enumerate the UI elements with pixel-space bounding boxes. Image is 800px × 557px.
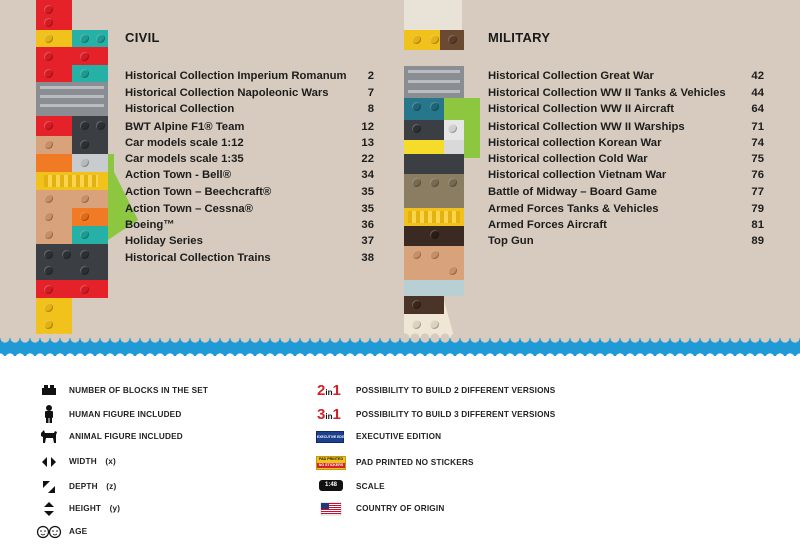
toc-title: Armed Forces Tanks & Vehicles [488,203,659,215]
legend-label-human: HUMAN FIGURE INCLUDED [69,410,182,419]
legend-label-scale: SCALE [356,482,385,491]
toc-page: 74 [751,137,764,149]
military-toc-entry[interactable] [488,87,764,99]
legend-label-age: AGE [69,527,88,536]
badge-one: 1 [332,406,341,423]
width-unit: (x) [105,457,116,466]
depth-arrows-icon [43,481,55,493]
animal-figure-icon [40,429,58,443]
legend-label-country: COUNTRY OF ORIGIN [356,504,445,513]
toc-page: 7 [367,87,374,99]
toc-title: BWT Alpine F1® Team [125,121,245,133]
toc-title: Historical Collection Trains [125,252,271,264]
two-in-one-badge [317,382,341,400]
legend-label-animal: ANIMAL FIGURE INCLUDED [69,432,183,441]
civil-toc-entry[interactable] [125,137,374,149]
civil-toc-entry[interactable] [125,252,374,264]
brick-column-center-decoration [404,0,484,345]
toc-title: Holiday Series [125,235,203,247]
depth-unit: (z) [106,482,117,491]
toc-page: 13 [361,137,374,149]
toc-page: 64 [751,103,764,115]
toc-page: 77 [751,186,764,198]
width-arrows-icon [42,457,56,467]
toc-title: Car models scale 1:35 [125,153,244,165]
civil-toc-entry[interactable] [125,70,374,82]
width-label: WIDTH [69,457,97,466]
civil-toc-entry[interactable] [125,203,374,215]
toc-page: 35 [361,186,374,198]
civil-toc-entry[interactable] [125,235,374,247]
legend-label-blocks: NUMBER OF BLOCKS IN THE SET [69,386,209,395]
toc-title: Historical collection Vietnam War [488,169,667,181]
legend-label-pad-printed: PAD PRINTED NO STICKERS [356,458,474,467]
height-label: HEIGHT [69,504,102,513]
toc-page: 71 [751,121,764,133]
toc-title: Historical Collection WW II Aircraft [488,103,675,115]
toc-page: 22 [361,153,374,165]
toc-page: 42 [751,70,764,82]
civil-toc-entry[interactable] [125,87,374,99]
age-faces-icon [36,525,62,539]
brick-icon [42,385,56,395]
toc-title: Boeing™ [125,219,175,231]
civil-toc-entry[interactable] [125,103,374,115]
height-unit: (y) [109,504,121,513]
toc-title: Historical Collection Great War [488,70,654,82]
toc-title: Top Gun [488,235,534,247]
toc-title: Action Town – Cessna® [125,203,254,215]
toc-page: 2 [367,70,374,82]
toc-page: 76 [751,169,764,181]
toc-title: Historical collection Korean War [488,137,662,149]
legend-label-width [69,457,116,466]
pad-badge-line1: PAD PRINTED [318,457,344,461]
civil-toc-entry[interactable] [125,121,374,133]
military-toc-entry[interactable] [488,121,764,133]
badge-number: 3 [317,406,326,423]
civil-section [125,30,375,280]
badge-in: in [325,412,333,421]
legend-label-executive: EXECUTIVE EDITION [356,432,442,441]
executive-badge-text: EXECUTIVE EDITION [317,435,351,439]
badge-number: 2 [317,382,326,399]
badge-in: in [325,388,333,397]
military-toc-entry[interactable] [488,137,764,149]
civil-toc-entry[interactable] [125,186,374,198]
military-toc-entry[interactable] [488,203,764,215]
scale-badge-text: 1:48 [324,482,337,488]
legend-label-height [69,504,120,513]
legend-label-3in1: POSSIBILITY TO BUILD 3 DIFFERENT VERSIONS [356,410,556,419]
toc-title: Historical collection Cold War [488,153,648,165]
toc-page: 8 [367,103,374,115]
military-toc-entry[interactable] [488,169,764,181]
wave-divider [0,338,800,364]
military-heading: MILITARY [488,30,551,45]
toc-title: Historical Collection [125,103,235,115]
executive-edition-badge [316,431,351,443]
us-flag-icon [321,503,341,515]
toc-title: Historical Collection WW II Warships [488,121,685,133]
toc-page: 36 [361,219,374,231]
civil-toc-entry[interactable] [125,153,374,165]
military-section [488,30,764,260]
toc-page: 37 [361,235,374,247]
height-arrows-icon [44,502,54,516]
toc-title: Action Town - Bell® [125,169,232,181]
civil-toc-entry[interactable] [125,219,374,231]
civil-heading: CIVIL [125,30,160,45]
three-in-one-badge [317,406,341,424]
toc-title: Car models scale 1:12 [125,137,244,149]
brick-column-left-decoration [36,0,122,340]
toc-title: Action Town – Beechcraft® [125,186,272,198]
legend-label-2in1: POSSIBILITY TO BUILD 2 DIFFERENT VERSIONS [356,386,556,395]
military-toc-entry[interactable] [488,186,764,198]
pad-badge-line2: NO STICKERS [318,462,344,467]
toc-page: 35 [361,203,374,215]
civil-toc-entry[interactable] [125,169,374,181]
toc-page: 38 [361,252,374,264]
toc-page: 81 [751,219,764,231]
toc-title: Historical Collection Imperium Romanum [125,70,347,82]
toc-page: 79 [751,203,764,215]
toc-page: 12 [361,121,374,133]
toc-page: 44 [751,87,764,99]
military-toc-entry[interactable] [488,153,764,165]
military-toc-entry[interactable] [488,219,764,231]
toc-page: 34 [361,169,374,181]
depth-label: DEPTH [69,482,98,491]
legend-section [0,364,800,557]
human-figure-icon [44,405,54,423]
toc-title: Battle of Midway – Board Game [488,186,657,198]
military-toc-entry[interactable] [488,235,764,247]
scale-badge [319,480,343,491]
toc-page: 75 [751,153,764,165]
military-toc-entry[interactable] [488,103,764,115]
toc-title: Historical Collection Napoleonic Wars [125,87,329,99]
military-toc-entry[interactable] [488,70,764,82]
legend-label-depth [69,482,116,491]
toc-title: Armed Forces Aircraft [488,219,607,231]
toc-page: 89 [751,235,764,247]
pad-printed-badge [316,456,346,470]
toc-title: Historical Collection WW II Tanks & Vehicles [488,87,726,99]
badge-one: 1 [332,382,341,399]
